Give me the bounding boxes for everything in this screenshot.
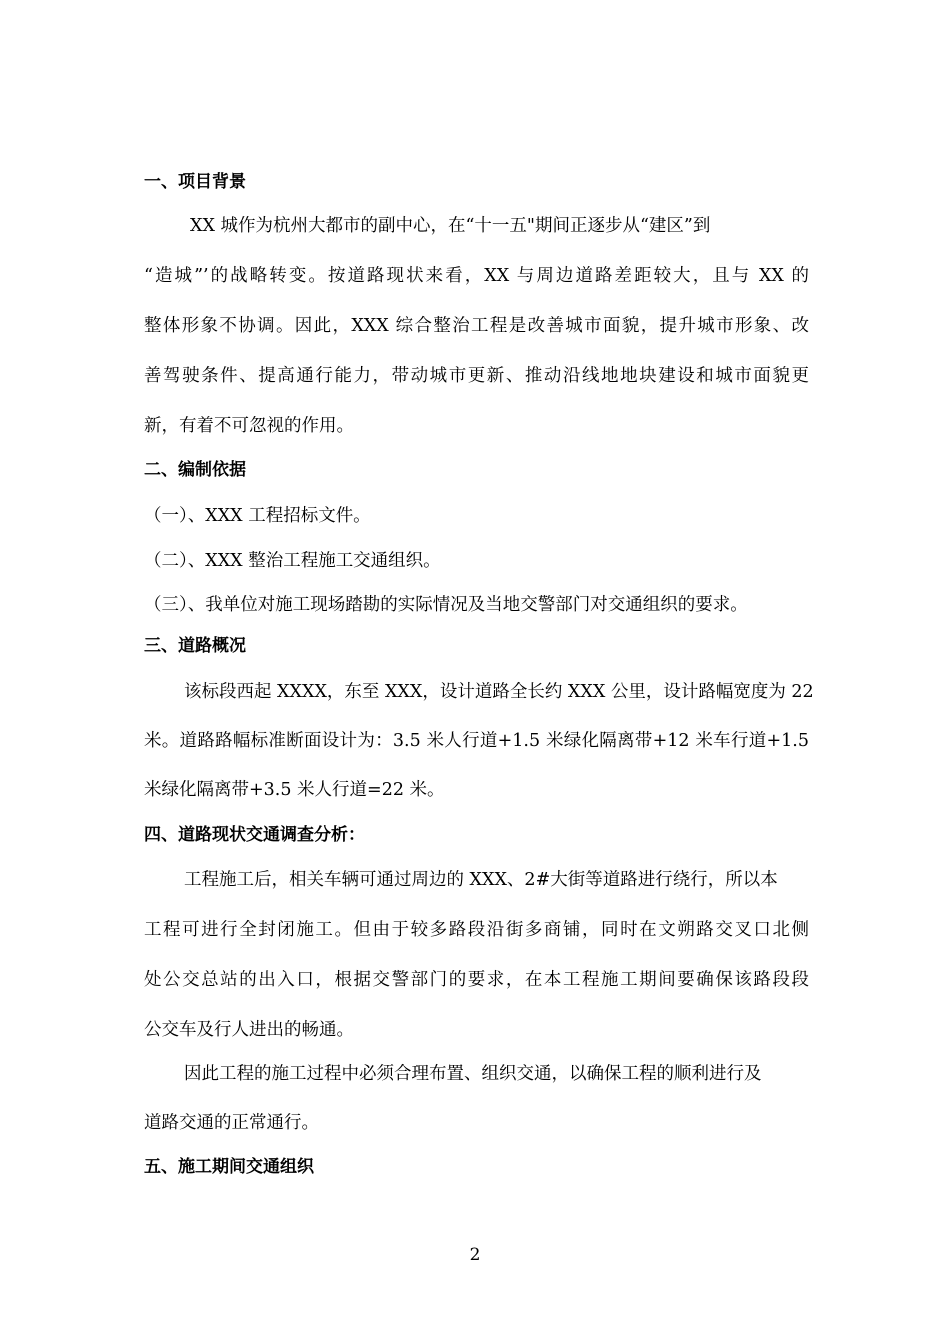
list-item: （一）、XXX 工程招标文件。 — [144, 506, 371, 526]
paragraph-line: 新，有着不可忽视的作用。 — [144, 416, 354, 436]
paragraph-line: 工程施工后，相关车辆可通过周边的 XXX、2#大街等道路进行绕行，所以本 — [184, 870, 778, 890]
paragraph-line: 道路交通的正常通行。 — [144, 1113, 319, 1133]
paragraph-line: 整体形象不协调。因此，XXX 综合整治工程是改善城市面貌，提升城市形象、改 — [144, 316, 809, 336]
paragraph-line: 米绿化隔离带+3.5 米人行道=22 米。 — [144, 780, 445, 800]
section-heading-road-overview: 三、道路概况 — [144, 636, 246, 656]
paragraph-line: 该标段西起 XXXX，东至 XXX，设计道路全长约 XXX 公里，设计路幅宽度为 22 — [184, 682, 814, 702]
section-heading-background: 一、项目背景 — [144, 172, 246, 192]
page-number: 2 — [469, 1245, 481, 1265]
section-heading-basis: 二、编制依据 — [144, 460, 246, 480]
list-item: （二）、XXX 整治工程施工交通组织。 — [144, 551, 441, 571]
paragraph-line: 因此工程的施工过程中必须合理布置、组织交通，以确保工程的顺利进行及 — [184, 1064, 762, 1084]
section-heading-traffic-organization: 五、施工期间交通组织 — [144, 1157, 314, 1177]
paragraph-line: 善驾驶条件、提高通行能力，带动城市更新、推动沿线地地块建设和城市面貌更 — [144, 366, 809, 386]
paragraph-line: 米。道路路幅标准断面设计为：3.5 米人行道+1.5 米绿化隔离带+12 米车行道+1.5 — [144, 731, 809, 751]
paragraph-line: XX 城作为杭州大都市的副中心，在“十一五"期间正逐步从“建区”到 — [190, 216, 711, 236]
paragraph-line: “造城”’的战略转变。按道路现状来看，XX 与周边道路差距较大，且与 XX 的 — [144, 266, 809, 286]
section-heading-traffic-analysis: 四、道路现状交通调查分析： — [144, 825, 365, 845]
paragraph-line: 公交车及行人进出的畅通。 — [144, 1020, 354, 1040]
paragraph-line: 处公交总站的出入口，根据交警部门的要求，在本工程施工期间要确保该路段段 — [144, 970, 809, 990]
paragraph-line: 工程可进行全封闭施工。但由于较多路段沿街多商铺，同时在文朔路交叉口北侧 — [144, 920, 809, 940]
list-item: （三）、我单位对施工现场踏勘的实际情况及当地交警部门对交通组织的要求。 — [144, 595, 748, 615]
